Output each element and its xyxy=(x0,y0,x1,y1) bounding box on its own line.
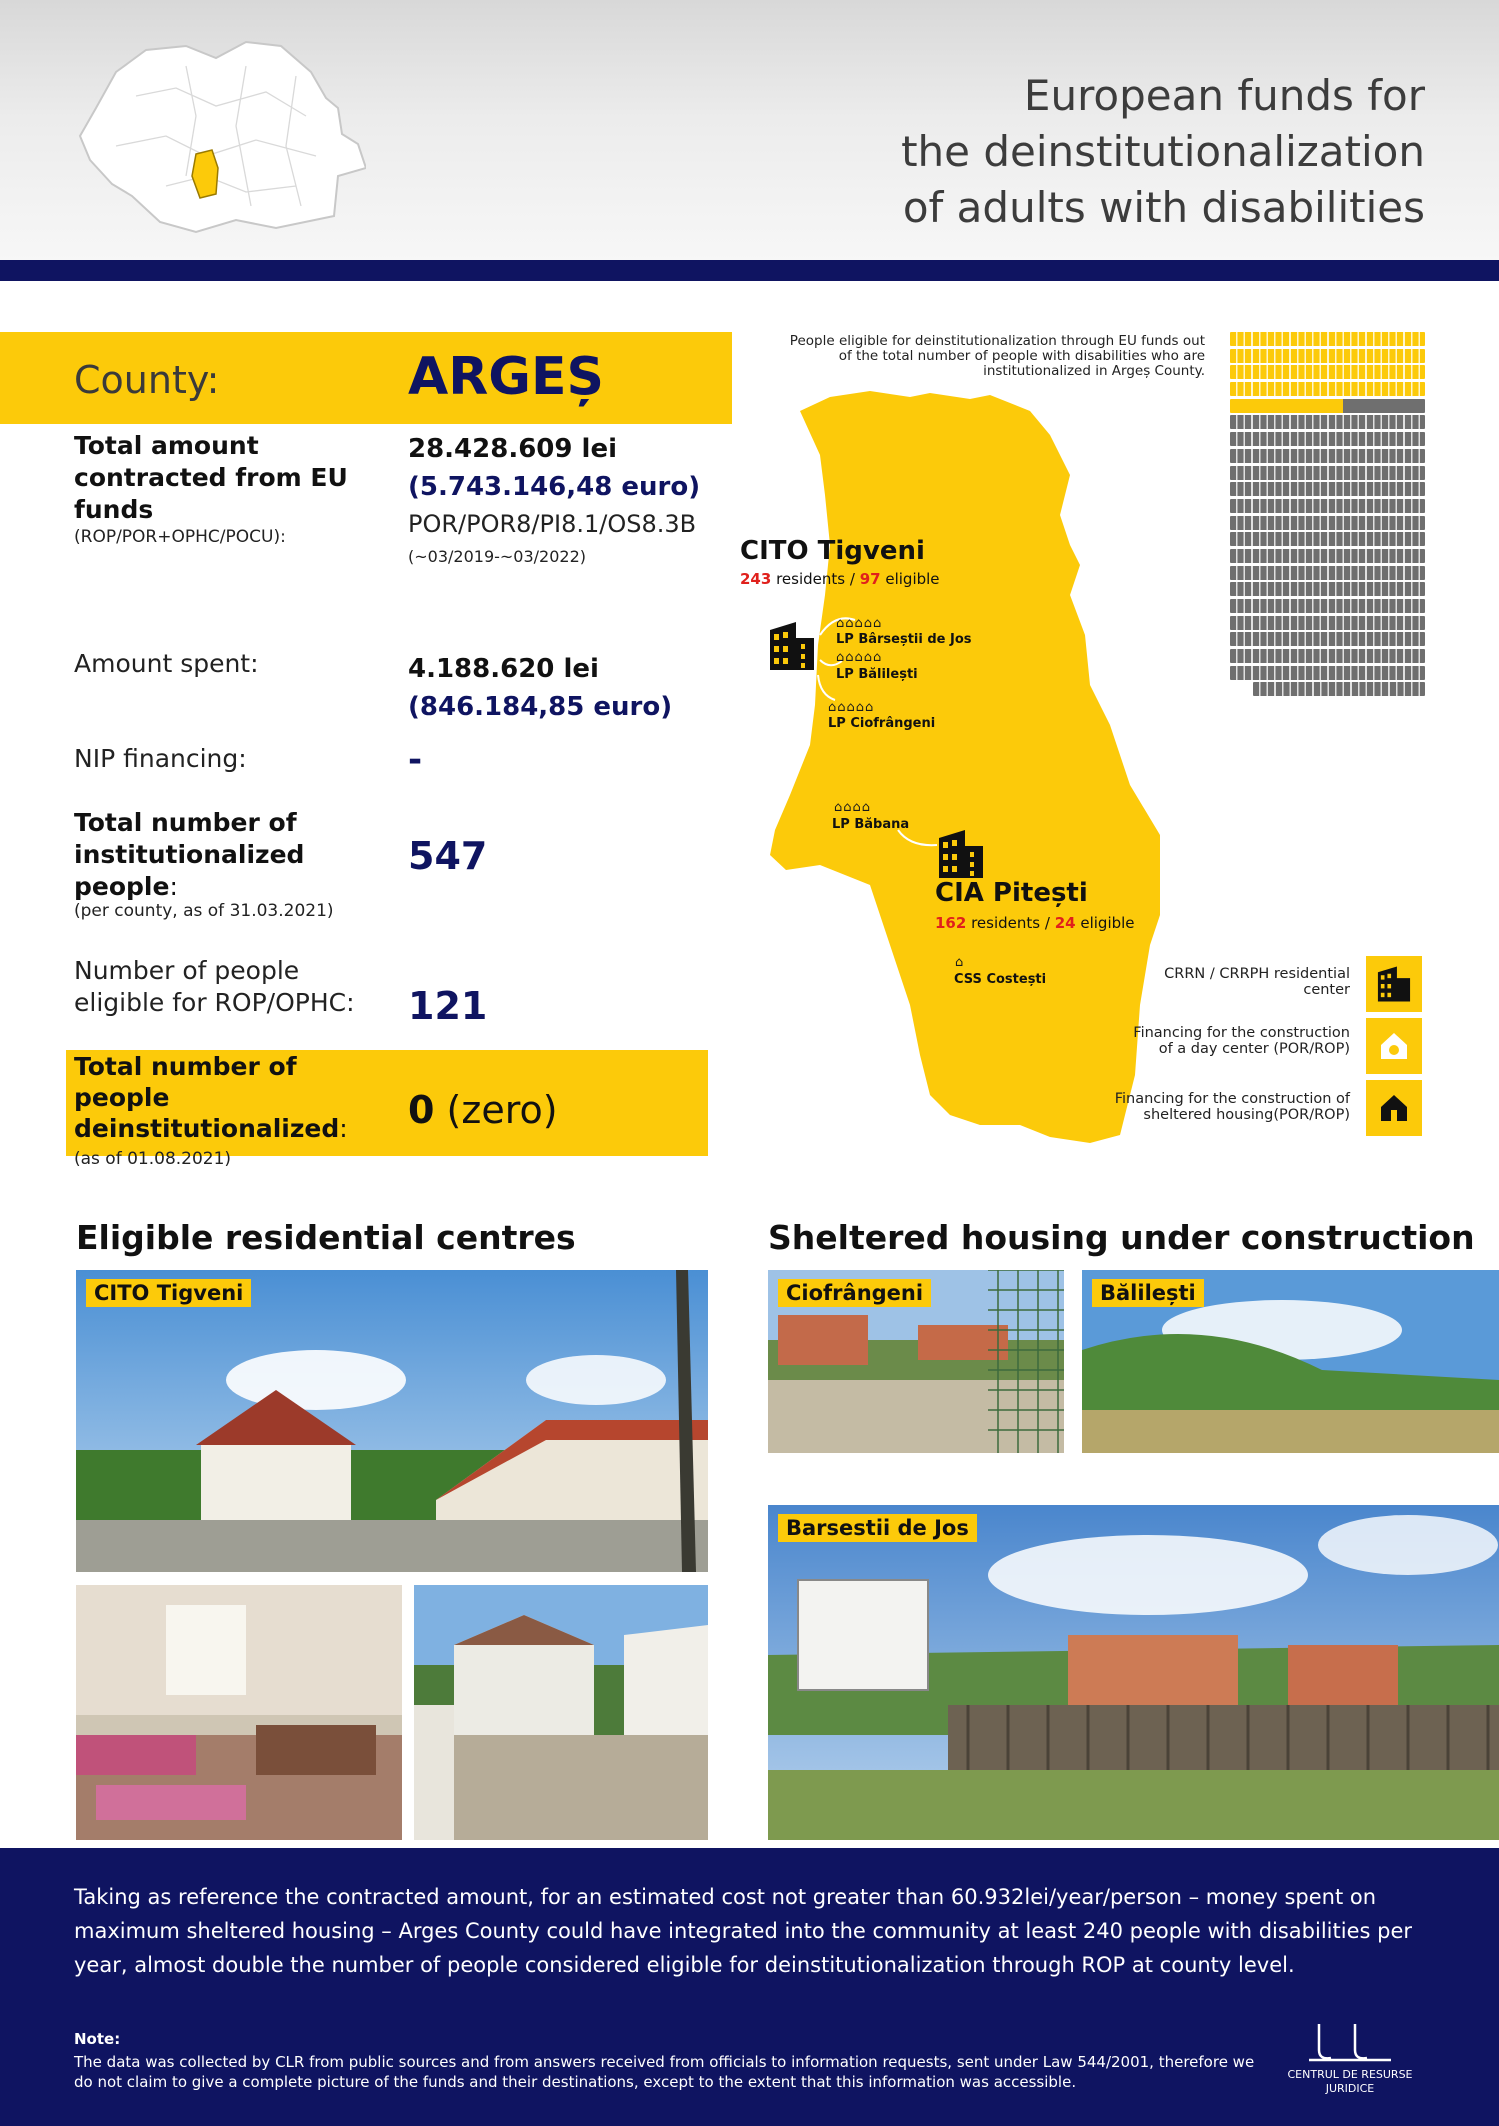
eligible-value: 121 xyxy=(408,984,488,1028)
note-label: Note: xyxy=(74,2030,121,2048)
people-row xyxy=(1230,415,1425,429)
people-row xyxy=(1230,499,1425,513)
location-ciofrangeni: LP Ciofrângeni xyxy=(828,716,936,731)
eligible-centres-title: Eligible residential centres xyxy=(76,1218,576,1257)
people-row xyxy=(1230,532,1425,546)
title-line-3: of adults with disabilities xyxy=(902,183,1425,232)
house-icon-row: ⌂⌂⌂⌂⌂ xyxy=(836,616,883,631)
house-icon-row: ⌂⌂⌂⌂⌂ xyxy=(828,700,875,715)
people-row xyxy=(1230,432,1425,446)
contracted-period: (~03/2019-~03/2022) xyxy=(408,547,587,566)
photo-ciofrangeni xyxy=(768,1270,1064,1453)
nip-label: NIP financing: xyxy=(74,744,247,773)
contracted-value-lei: 28.428.609 lei xyxy=(408,434,617,464)
location-balilesti: LP Bălilești xyxy=(836,667,918,682)
footer-text: Taking as reference the contracted amount, for an estimated cost not greater than 60.932lei/year/person – money spent on maximum sheltered housing – Arges County could have integrated into the community at least 240 people with disabilities per year, almost double the number of people considered eligible for deinstitutionalization through ROP at county level. xyxy=(74,1885,1413,1977)
photo-village-road xyxy=(414,1585,708,1840)
county-name: ARGEȘ xyxy=(408,347,604,407)
people-row xyxy=(1230,599,1425,613)
people-row xyxy=(1230,382,1425,396)
title-line-1: European funds for xyxy=(1023,71,1425,120)
people-row xyxy=(1230,332,1425,346)
contracted-sub: (ROP/POR+OPHC/POCU): xyxy=(74,527,286,547)
eligible-label: Number of people eligible for ROP/OPHC: xyxy=(74,956,355,1017)
spent-label: Amount spent: xyxy=(74,649,259,678)
contracted-label: Total amount contracted from EU funds xyxy=(74,431,348,524)
people-row xyxy=(1230,482,1425,496)
photo-dormitory xyxy=(76,1585,402,1840)
center-stats-pitesti: 162 residents / 24 eligible xyxy=(935,914,1135,932)
photo-tag: Bălilești xyxy=(1092,1279,1204,1307)
map-intro-text: People eligible for deinstitutionalization through EU funds out of the total number of people with disabilities who are institutionalized in Argeș County. xyxy=(789,333,1205,379)
building-icon xyxy=(766,620,818,672)
photo-tag: CITO Tigveni xyxy=(86,1279,251,1307)
house-icon-row: ⌂⌂⌂⌂ xyxy=(834,800,872,815)
people-row xyxy=(1230,466,1425,480)
center-name-pitesti: CIA Pitești xyxy=(935,878,1088,908)
center-stats-tigveni: 243 residents / 97 eligible xyxy=(740,570,940,588)
legend-house-icon xyxy=(1366,1080,1422,1136)
note-text: The data was collected by CLR from public sources and from answers received from officials to information requests, sent under Law 544/2001, therefore we do not claim to give a complete picture of the funds and their destinations, except to the extent that this information was accessible. xyxy=(74,2053,1255,2091)
people-row xyxy=(1230,666,1425,680)
people-row xyxy=(1230,566,1425,580)
people-row xyxy=(1230,632,1425,646)
people-row xyxy=(1230,549,1425,563)
header-divider xyxy=(0,260,1499,281)
people-row xyxy=(1230,516,1425,530)
photo-cito-tigveni xyxy=(76,1270,708,1572)
people-row xyxy=(1230,616,1425,630)
people-row xyxy=(1230,582,1425,596)
institutionalized-label: Total number of institutionalized people: xyxy=(74,808,305,901)
arges-county-map xyxy=(730,325,1160,1145)
institutionalized-sub: (per county, as of 31.03.2021) xyxy=(74,901,334,921)
location-babana: LP Băbana xyxy=(832,817,910,832)
contracted-program: POR/POR8/PI8.1/OS8.3B xyxy=(408,510,697,538)
day-center-icon: ⌂ xyxy=(955,955,964,970)
deinstitutionalized-value: 0 (zero) xyxy=(408,1088,558,1132)
page-title xyxy=(625,68,1425,236)
people-row xyxy=(1230,399,1425,413)
institutionalized-value: 547 xyxy=(408,834,488,878)
clr-logo xyxy=(1270,2020,1430,2096)
photo-balilesti xyxy=(1082,1270,1499,1453)
spent-value-lei: 4.188.620 lei xyxy=(408,654,599,684)
spent-value-euro: (846.184,85 euro) xyxy=(408,692,673,722)
location-barsestii: LP Bârseștii de Jos xyxy=(836,632,972,647)
deinstitutionalized-sub: (as of 01.08.2021) xyxy=(74,1149,232,1169)
contracted-value-euro: (5.743.146,48 euro) xyxy=(408,472,701,502)
people-row xyxy=(1230,365,1425,379)
people-row xyxy=(1253,682,1425,696)
photo-tag: Ciofrângeni xyxy=(778,1279,931,1307)
deinstitutionalized-label: Total number of people deinstitutionalized: xyxy=(74,1052,348,1143)
location-costesti: CSS Costești xyxy=(954,972,1047,987)
sheltered-housing-title: Sheltered housing under construction xyxy=(768,1218,1475,1257)
title-line-2: the deinstitutionalization xyxy=(901,127,1425,176)
legend-day-center-icon xyxy=(1366,1018,1422,1074)
photo-barsestii-de-jos xyxy=(768,1505,1499,1840)
org-name: CENTRUL DE RESURSE JURIDICE xyxy=(1287,2068,1413,2095)
building-icon xyxy=(935,828,987,880)
people-pictogram-grid xyxy=(1230,332,1425,699)
people-row xyxy=(1230,649,1425,663)
people-row xyxy=(1230,349,1425,363)
county-label: County: xyxy=(74,358,220,402)
nip-value: - xyxy=(408,740,423,780)
legend-residential-text: CRRN / CRRPH residential center xyxy=(1164,966,1350,998)
legend-day-center-text: Financing for the construction of a day center (POR/ROP) xyxy=(1133,1025,1350,1057)
legend-house-text: Financing for the construction of sheltered housing(POR/ROP) xyxy=(1114,1091,1350,1123)
people-row xyxy=(1230,449,1425,463)
house-icon-row: ⌂⌂⌂⌂⌂ xyxy=(836,650,883,665)
photo-tag: Barsestii de Jos xyxy=(778,1514,977,1542)
legend-building-icon xyxy=(1366,956,1422,1012)
center-name-tigveni: CITO Tigveni xyxy=(740,536,925,566)
clr-logo-icon xyxy=(1305,2020,1395,2064)
romania-map-icon xyxy=(76,36,366,236)
